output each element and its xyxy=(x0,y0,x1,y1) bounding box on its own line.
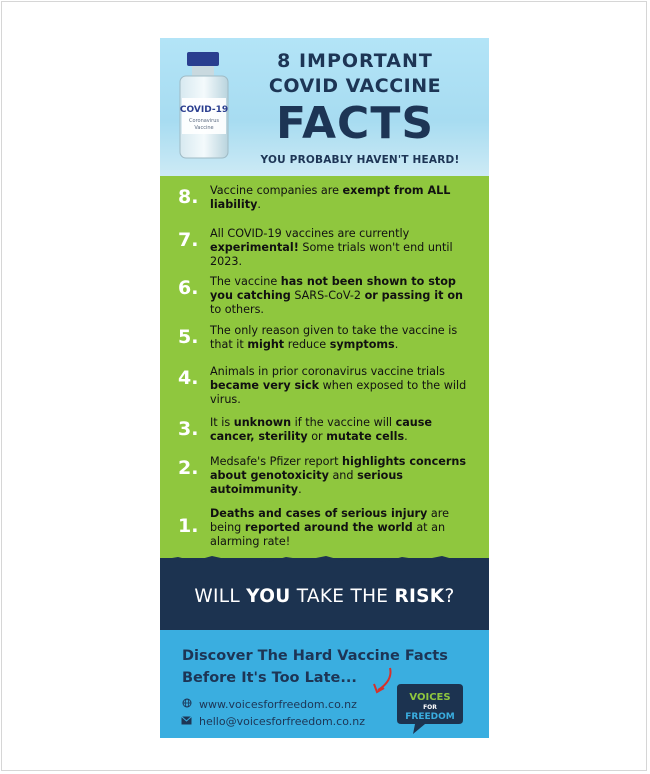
fact-text xyxy=(210,184,474,212)
fact-text-part: Vaccine companies are xyxy=(210,184,343,197)
fact-text-bold: experimental! xyxy=(210,240,299,254)
title-subtitle: YOU PROBABLY HAVEN'T HEARD! xyxy=(260,154,460,166)
fact-text-part: . xyxy=(394,337,399,351)
fact-text-bold: might xyxy=(247,337,285,351)
fact-text xyxy=(210,416,474,444)
fact-text-bold: unknown xyxy=(233,416,292,429)
email-text: hello@voicesforfreedom.co.nz xyxy=(199,715,365,728)
fact-text xyxy=(210,227,474,268)
fact-number: 5. xyxy=(178,326,199,348)
fact-text-part: It is xyxy=(210,416,234,429)
fact-text-part: All COVID-19 vaccines are currently xyxy=(210,227,410,240)
fact-text-part: . xyxy=(298,482,302,496)
fact-text-part: . xyxy=(404,429,408,443)
brush-edge-decoration xyxy=(160,554,489,568)
fact-text-bold: cause cancer, sterility xyxy=(210,416,433,443)
fact-text-bold: symptoms xyxy=(329,337,395,351)
title-line-1: 8 IMPORTANT xyxy=(277,50,433,72)
cta-line-2: Before It's Too Late... xyxy=(182,670,357,686)
fact-text-part: and xyxy=(328,468,358,482)
arrow-icon xyxy=(370,666,396,696)
fact-text-bold: reported around the world xyxy=(244,520,413,534)
voices-for-freedom-logo xyxy=(395,680,465,736)
vial-label-coronavirus: Coronavirus xyxy=(189,118,219,124)
fact-text xyxy=(210,275,474,316)
fact-text-bold: serious autoimmunity xyxy=(210,468,403,496)
fact-text xyxy=(210,455,474,496)
risk-mid: TAKE THE xyxy=(290,586,395,607)
fact-text-part: Medsafe's Pfizer report xyxy=(210,455,343,468)
fact-text-part: Some trials won't end until 2023. xyxy=(210,240,453,268)
fact-text-part: when exposed to the wild virus. xyxy=(210,378,467,406)
fact-text xyxy=(210,507,474,548)
risk-pre: WILL xyxy=(194,586,247,607)
fact-text-part: The only reason given to take the vaccine is that it xyxy=(210,324,458,351)
vial-label-covid: COVID-19 xyxy=(179,105,229,115)
risk-you: YOU xyxy=(246,586,291,607)
logo-voices: VOICES xyxy=(409,692,451,703)
logo-for: FOR xyxy=(423,704,437,711)
fact-text-part: SARS-CoV-2 xyxy=(290,288,365,302)
fact-number: 7. xyxy=(178,229,199,251)
fact-text-bold: highlights concerns about genotoxicity xyxy=(210,455,467,482)
vial-label-vaccine: Vaccine xyxy=(194,125,214,131)
website-text: www.voicesforfreedom.co.nz xyxy=(199,698,357,711)
fact-text-part: if the vaccine will xyxy=(291,416,396,429)
email-link[interactable] xyxy=(180,715,365,728)
cta-line-1: Discover The Hard Vaccine Facts xyxy=(182,648,448,664)
fact-number: 4. xyxy=(178,367,199,389)
fact-text xyxy=(210,365,474,406)
logo-freedom: FREEDOM xyxy=(405,712,455,722)
fact-text-bold: has not been shown to stop you catching xyxy=(210,275,456,302)
fact-text-bold: or passing it on xyxy=(364,288,463,302)
risk-post: ? xyxy=(444,586,455,607)
globe-icon xyxy=(180,698,193,711)
fact-text-part: . xyxy=(257,197,261,211)
fact-text-part: to others. xyxy=(210,302,264,316)
fact-text-bold: became very sick xyxy=(210,378,320,392)
fact-number: 2. xyxy=(178,457,199,479)
fact-text-part: at an alarming rate! xyxy=(210,520,446,548)
fact-text-bold: exempt from ALL liability xyxy=(210,184,451,211)
title-facts: FACTS xyxy=(275,98,435,149)
fact-text-part: or xyxy=(307,429,327,443)
fact-text-bold: Deaths and cases of serious injury xyxy=(210,507,428,520)
risk-word: RISK xyxy=(394,586,445,607)
fact-text-part: reduce xyxy=(284,337,330,351)
fact-number: 1. xyxy=(178,515,199,537)
envelope-icon xyxy=(180,715,193,728)
fact-text-part: are being xyxy=(210,507,450,534)
fact-text-part: The vaccine xyxy=(210,275,281,288)
title-line-2: COVID VACCINE xyxy=(268,75,442,97)
fact-text-part: Animals in prior coronavirus vaccine trials xyxy=(210,365,445,378)
fact-number: 3. xyxy=(178,418,199,440)
fact-number: 8. xyxy=(178,186,199,208)
website-link[interactable] xyxy=(180,698,357,711)
fact-number: 6. xyxy=(178,277,199,299)
flyer xyxy=(160,38,489,738)
fact-text xyxy=(210,324,474,352)
fact-text-bold: mutate cells xyxy=(326,429,405,443)
risk-question xyxy=(160,586,489,607)
